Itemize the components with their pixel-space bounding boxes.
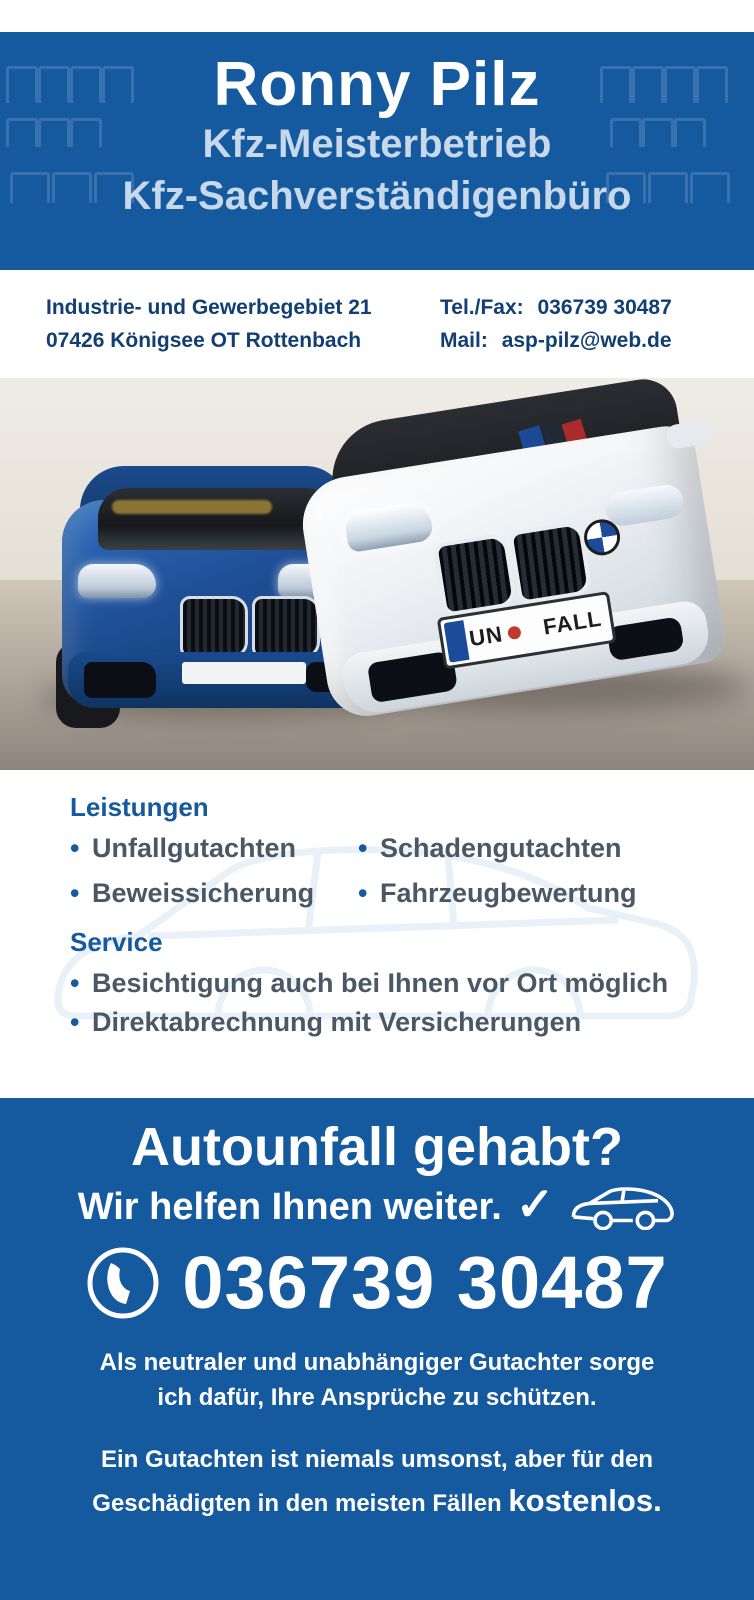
leistungen-list (70, 829, 754, 913)
cta-subheadline-row (0, 1178, 754, 1230)
mail-value[interactable]: asp-pilz@web.de (501, 328, 672, 352)
cta-note2-highlight: kostenlos. (508, 1482, 662, 1518)
mail-label: Mail: (440, 328, 488, 352)
license-plate-text-left: UN (467, 621, 505, 652)
section-title-leistungen: Leistungen (70, 792, 209, 822)
address-line-2: 07426 Königsee OT Rottenbach (46, 328, 362, 352)
mail-row (440, 325, 672, 358)
list-item: • Unfallgutachten (70, 829, 358, 868)
white-car-grille-left (433, 532, 518, 617)
contact-column (440, 292, 672, 357)
blue-car-glass-reflection (112, 500, 272, 514)
header-subtitle-2: Kfz-Sachverständigenbüro (122, 174, 632, 219)
blue-car-grille-left (180, 596, 248, 658)
cta-footer (0, 1098, 754, 1600)
list-item: • Beweissicherung (70, 874, 358, 913)
phone-row (440, 292, 672, 325)
cta-note (0, 1346, 754, 1416)
cta-headline: Autounfall gehabt? (131, 1117, 623, 1177)
phone-label: Tel./Fax: (440, 296, 524, 319)
cta-phone-number[interactable]: 036739 30487 (182, 1241, 668, 1324)
blue-car-headlight-left (78, 564, 156, 598)
page-title: Ronny Pilz (213, 50, 541, 119)
white-car-grille-right (508, 520, 593, 605)
cta-note-line-1: Als neutraler und unabhängiger Gutachter sorge (99, 1349, 655, 1376)
cta-note-line-2: ich dafür, Ihre Ansprüche zu schützen. (157, 1383, 597, 1411)
header-banner (0, 32, 754, 270)
blue-car-vent-left (84, 662, 156, 698)
list-item: • Besichtigung auch bei Ihnen vor Ort möglich (70, 964, 754, 1003)
cta-note-secondary (0, 1442, 754, 1525)
blue-car-license-plate (182, 662, 306, 684)
list-item: • Fahrzeugbewertung (358, 874, 754, 913)
check-icon: ✓ (515, 1178, 555, 1230)
cta-note2-line-2: Geschädigten in den meisten Fällen (92, 1489, 502, 1517)
license-plate-dot (507, 625, 522, 640)
cta-note2-line-1: Ein Gutachten ist niemals umsonst, aber für den (100, 1445, 654, 1473)
contact-block (0, 286, 754, 370)
services-section (0, 776, 754, 1094)
address-column (46, 292, 372, 357)
header-subtitle-1: Kfz-Meisterbetrieb (202, 122, 552, 167)
license-plate-text-right: FALL (541, 605, 604, 640)
section-title-service: Service (70, 927, 163, 958)
address-line-1: Industrie- und Gewerbegebiet 21 (46, 296, 372, 319)
car-icon (568, 1184, 676, 1230)
cta-phone-row[interactable] (0, 1241, 754, 1324)
cta-subheadline: Wir helfen Ihnen weiter. (77, 1185, 502, 1228)
services-content (0, 776, 754, 1043)
accident-cars-photo (0, 378, 754, 770)
list-item: • Direktabrechnung mit Versicherungen (70, 1003, 754, 1042)
phone-value[interactable]: 036739 30487 (537, 296, 672, 319)
phone-icon (86, 1246, 160, 1320)
list-item: • Schadengutachten (358, 829, 754, 868)
cta-note2-line-2-row (0, 1478, 754, 1525)
service-list (70, 964, 754, 1042)
white-car-model (277, 378, 743, 753)
